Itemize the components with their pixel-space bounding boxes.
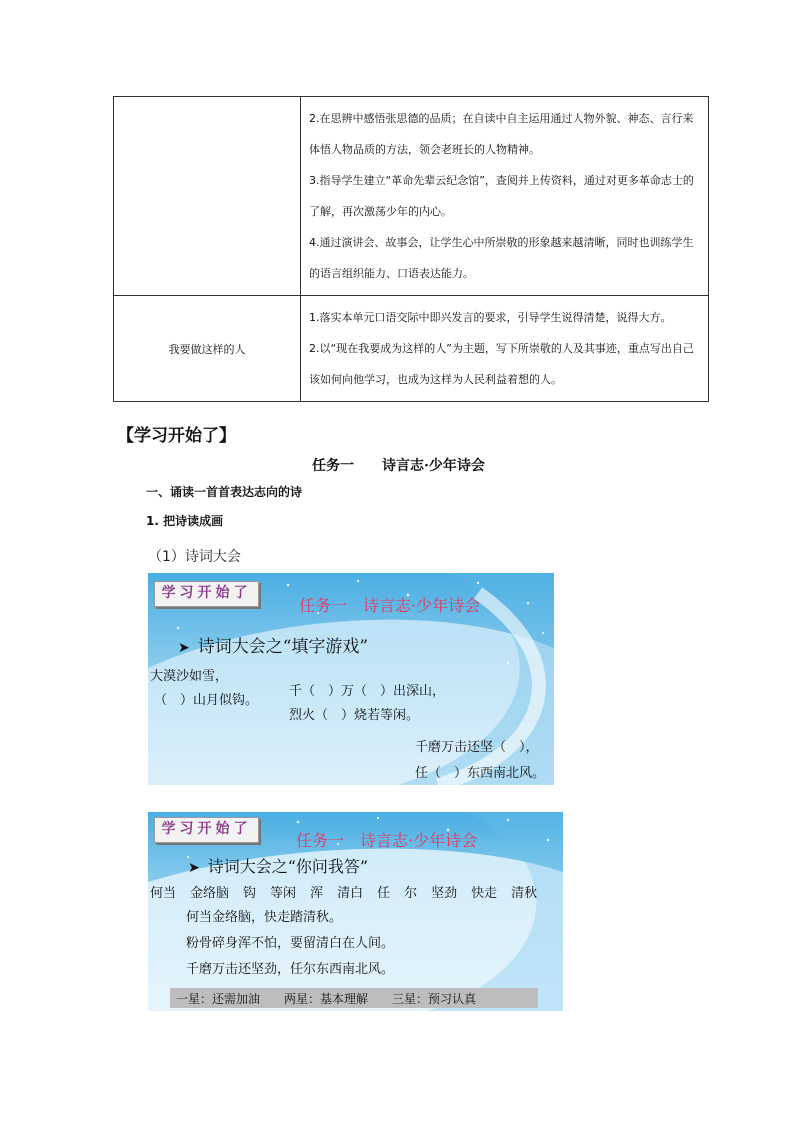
slide-question-answer (148, 812, 563, 1011)
word: 清白 (337, 886, 364, 901)
goal-item: 4.通过演讲会、故事会，让学生心中所崇敬的形象越来越清晰，同时也训练学生的语言组织能力、口语表达能力。 (309, 236, 694, 280)
arrow-icon: ➤ (188, 860, 200, 876)
word: 坚劲 (431, 886, 458, 901)
slide-task-title: 任务一 诗言志·少年诗会 (299, 596, 481, 615)
slide-tag: 学习开始了 (154, 581, 259, 607)
poem-line: 烈火（ ）烧若等闲。 (289, 708, 420, 723)
word: 钩 (243, 886, 257, 901)
word: 金络脑 (190, 886, 230, 901)
word: 尔 (404, 886, 418, 901)
table-cell-goals (301, 97, 709, 296)
word-row (150, 882, 537, 901)
word: 浑 (310, 886, 324, 901)
table-cell-empty (114, 97, 301, 296)
goals-table (113, 96, 709, 402)
slide-tag: 学习开始了 (154, 817, 259, 843)
slide-task-title: 任务一 诗言志·少年诗会 (296, 831, 478, 850)
word: 快走 (471, 886, 498, 901)
answer-line: 粉骨碎身浑不怕，要留清白在人间。 (186, 936, 395, 951)
answer-line: 何当金络脑，快走踏清秋。 (186, 910, 343, 925)
poem-line: 千（ ）万（ ）出深山， (289, 684, 446, 699)
poem-line: （ ）山月似钩。 (154, 693, 259, 708)
poem-line: 千磨万击还坚（ ）， (415, 740, 539, 755)
slide-heading-text: 诗词大会之“填字游戏” (197, 637, 369, 657)
table-cell-topic: 我要做这样的人 (114, 296, 301, 402)
sub-item: （1）诗词大会 (148, 549, 241, 565)
table-row (114, 97, 709, 296)
goal-item: 2.以“现在我要成为这样的人”为主题，写下所崇敬的人及其事迹，重点写出自己该如何向他学习，也成为这样为人民利益着想的人。 (309, 342, 694, 386)
word: 何当 (150, 886, 177, 901)
word: 等闲 (270, 886, 297, 901)
poem-line: 大漠沙如雪， (150, 669, 229, 684)
slide-heading (188, 854, 368, 877)
answer-line: 千磨万击还坚劲，任尔东西南北风。 (186, 962, 395, 977)
task-title: 任务一 诗言志·少年诗会 (312, 458, 485, 474)
word: 清秋 (511, 886, 538, 901)
slide-heading-text: 诗词大会之“你问我答” (207, 857, 369, 876)
slide-heading (178, 632, 368, 657)
goal-item: 3.指导学生建立“革命先辈云纪念馆”，查阅并上传资料，通过对更多革命志士的了解，再次激荡少年的内心。 (309, 174, 694, 218)
goal-item: 1.落实本单元口语交际中即兴发言的要求，引导学生说得清楚，说得大方。 (309, 311, 672, 324)
star-rating-text: 一星：还需加油 两星：基本理解 三星：预习认真 (176, 992, 477, 1006)
table-row (114, 296, 709, 402)
slide-fill-in-game (148, 573, 554, 785)
goal-item: 2.在思辨中感悟张思德的品质；在自读中自主运用通过人物外貌、神态、言行来体悟人物品质的方法，领会老班长的人物精神。 (309, 112, 694, 156)
section-heading: 【学习开始了】 (117, 426, 236, 446)
poem-line: 任（ ）东西南北风。 (415, 766, 546, 781)
item-heading: 1. 把诗读成画 (146, 514, 224, 528)
sub-heading: 一、诵读一首首表达志向的诗 (146, 485, 303, 499)
arrow-icon: ➤ (178, 640, 190, 656)
word: 任 (377, 886, 391, 901)
table-cell-goals (301, 296, 709, 402)
